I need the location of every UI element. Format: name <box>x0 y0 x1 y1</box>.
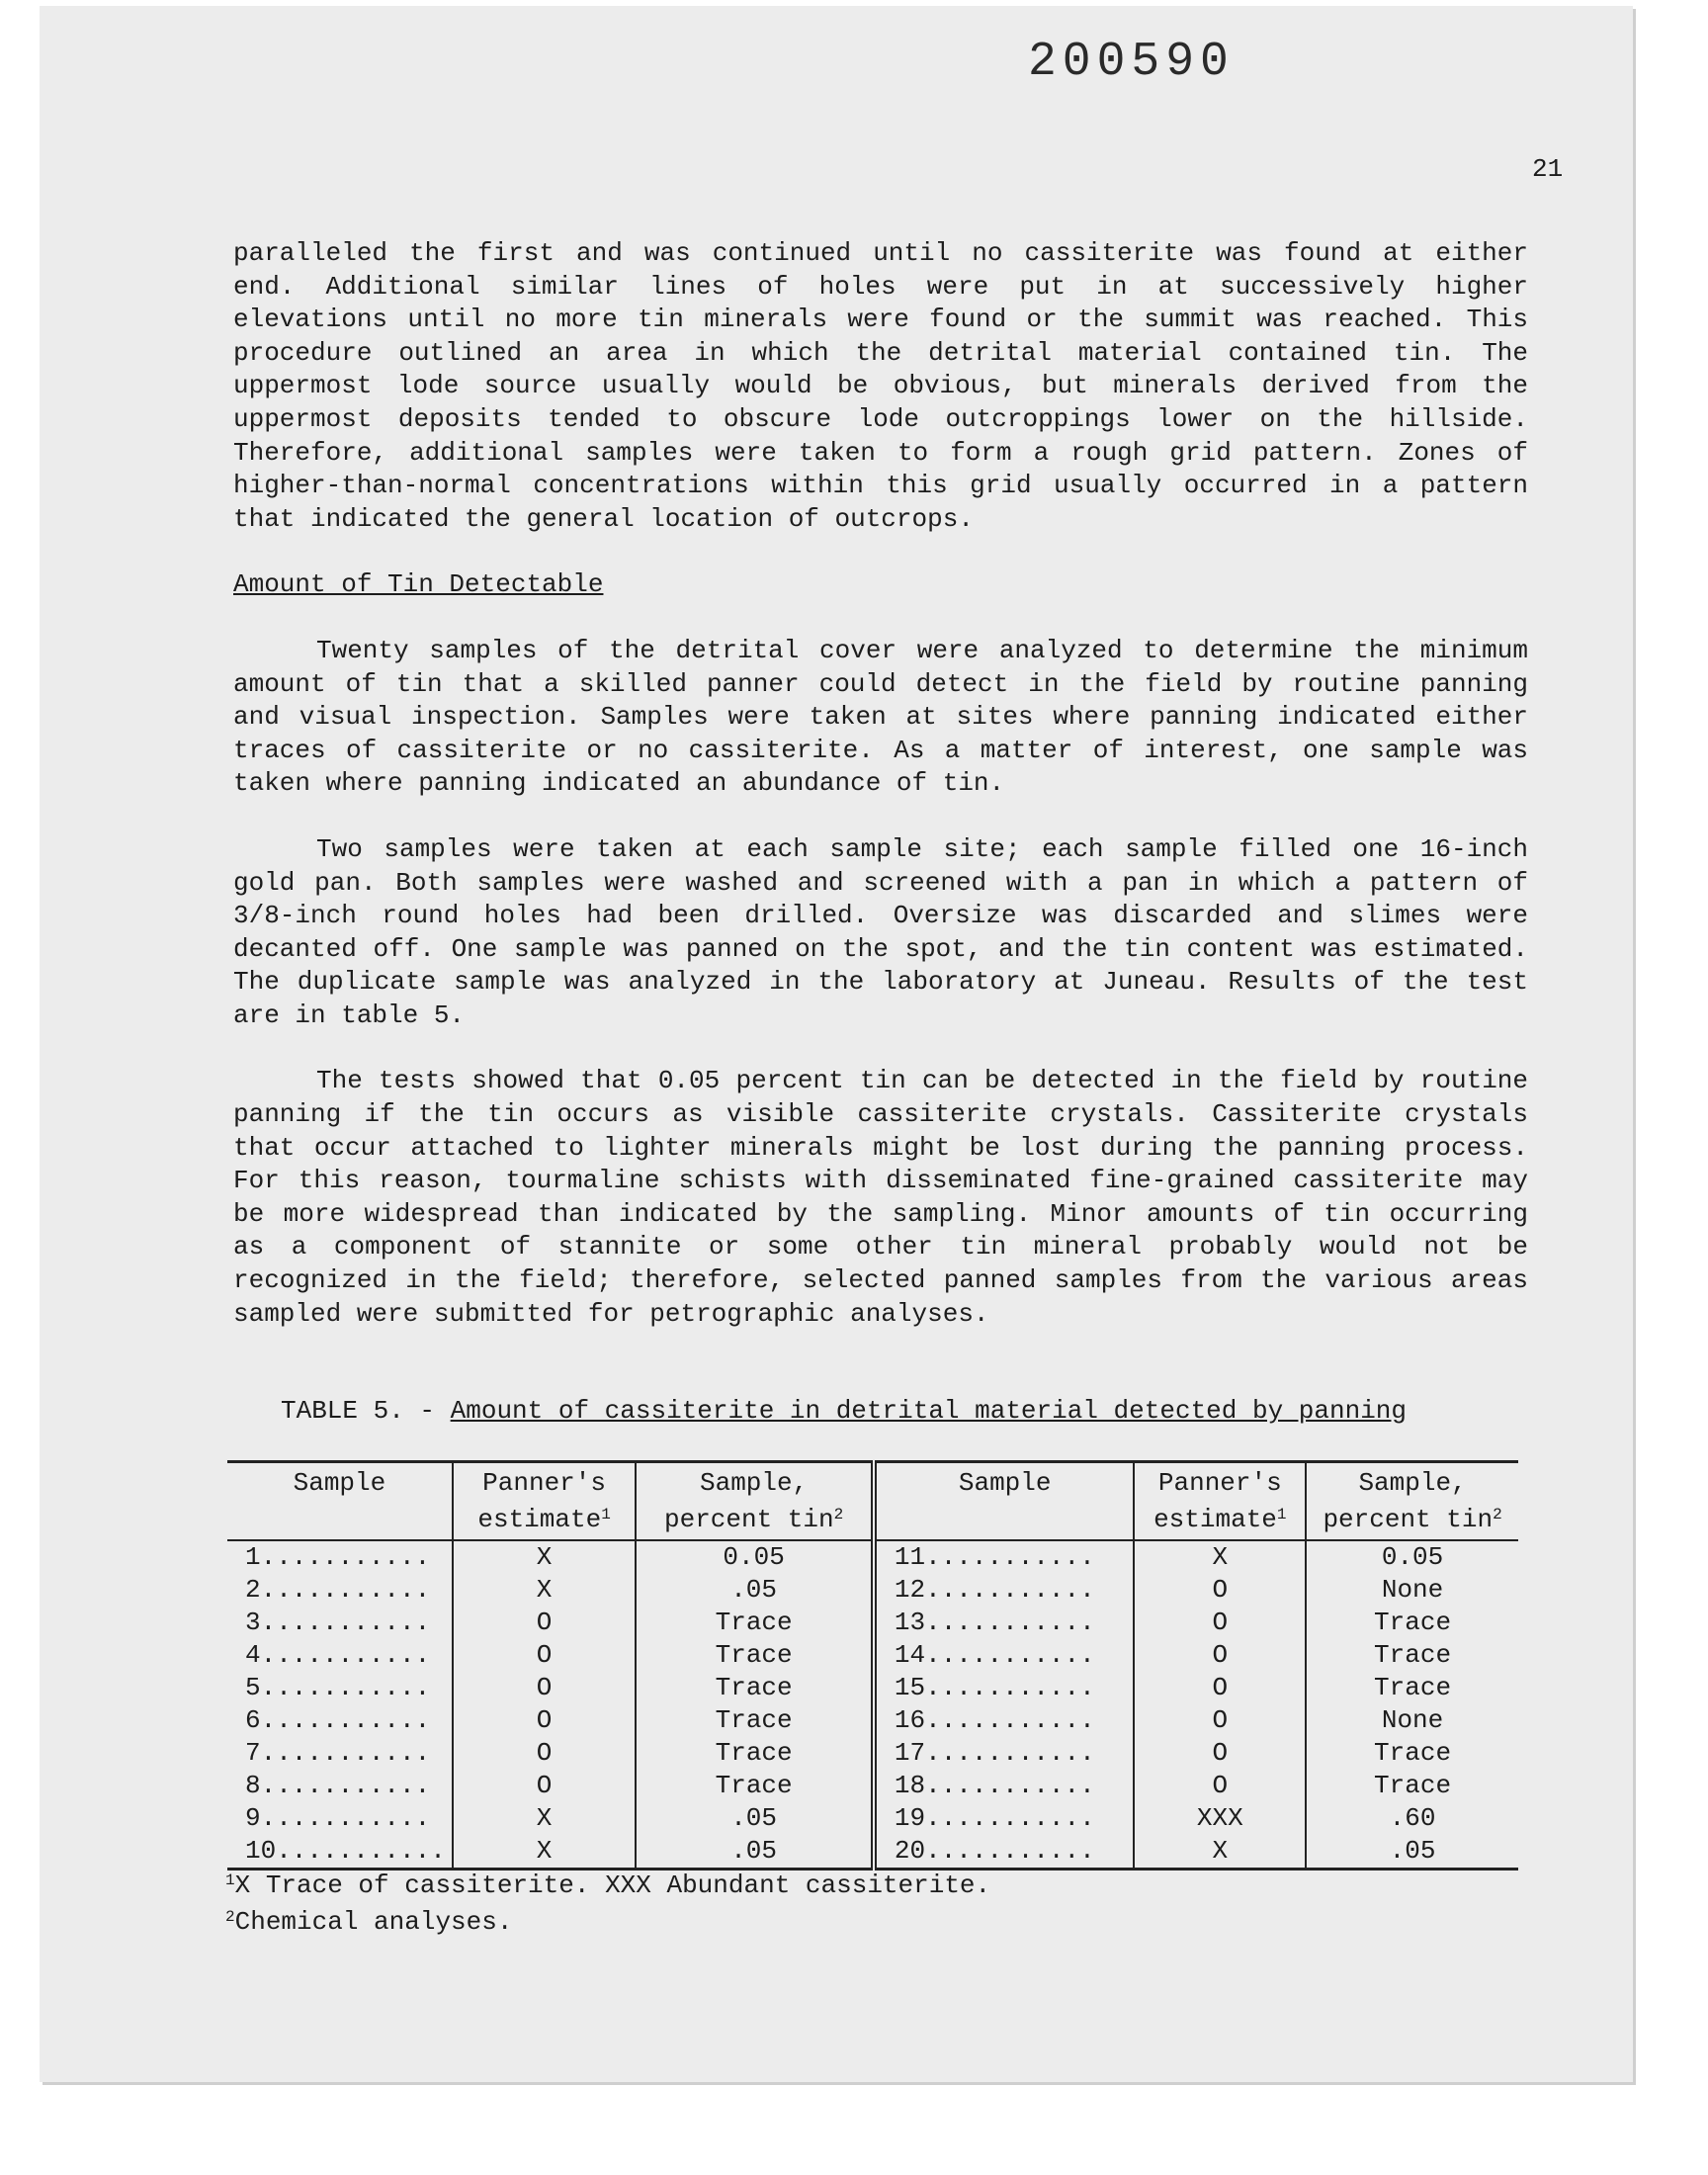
table-cell: O <box>453 1607 637 1639</box>
table-cell: O <box>1134 1737 1306 1770</box>
table-cell: 4........... <box>227 1639 453 1672</box>
table-cell: 14........... <box>874 1639 1135 1672</box>
table-cell: None <box>1381 1575 1444 1605</box>
table-cell: O <box>1134 1704 1306 1737</box>
table-cell: 1........... <box>227 1540 453 1574</box>
table-cell: 15........... <box>874 1672 1135 1704</box>
table-cell: 0.05 <box>636 1540 874 1574</box>
header-percent-tin-left: Sample, percent tin$^2$ <box>636 1462 874 1541</box>
table-cell: Trace <box>636 1770 874 1802</box>
table-row <box>227 1737 1518 1770</box>
footnote-2: $^2$Chemical analyses. <box>225 1907 513 1937</box>
table-cell: O <box>453 1737 637 1770</box>
table-cell: 2........... <box>227 1574 453 1607</box>
header-sample-left: Sample <box>227 1462 453 1541</box>
table-footnotes <box>225 1865 990 1938</box>
table-cell: O <box>1134 1574 1306 1607</box>
table-row <box>227 1607 1518 1639</box>
table-cell: 7........... <box>227 1737 453 1770</box>
table-cell: Trace <box>636 1639 874 1672</box>
table-cell: None <box>1381 1705 1444 1735</box>
table-cell: Trace <box>1374 1673 1452 1702</box>
header-percent-tin-right: Sample, percent tin$^2$ <box>1306 1462 1518 1541</box>
table-cell: O <box>1134 1672 1306 1704</box>
table-cell: Trace <box>1374 1738 1452 1768</box>
table-cell: 12........... <box>874 1574 1135 1607</box>
table-cell: Trace <box>636 1672 874 1704</box>
table-cell: .05 <box>636 1802 874 1835</box>
table-cell: 9........... <box>227 1802 453 1835</box>
table-caption <box>281 1396 1407 1426</box>
table-cell: Trace <box>636 1607 874 1639</box>
table-header-row <box>227 1462 1518 1541</box>
table-cell: 6........... <box>227 1704 453 1737</box>
table-cell: X <box>1134 1540 1306 1574</box>
paragraph-2: Twenty samples of the detrital cover were analyzed to determine the minimum amount of tin that a skilled panner could detect in the field by routine panning and visual inspection. Samples were taken at sites where panning indicated either traces of cassiterite or no cassiterite. As a matter of interest, one sample was taken where panning indicated an abundance of tin. <box>233 635 1528 799</box>
paragraph-1: paralleled the first and was continued until no cassiterite was found at either end. Additional similar lines of holes were put in at successively higher elevations until no more tin minerals were found or the summit was reached. This procedure outlined an area in which the detrital material contained tin. The uppermost lode source usually would be obvious, but minerals derived from the uppermost deposits tended to obscure lode outcroppings lower on the hillside. Therefore, additional samples were taken to form a rough grid pattern. Zones of higher-than-normal concentrations within this grid usually occurred in a pattern that indicated the general location of outcrops. <box>233 238 1528 534</box>
table-caption-prefix: TABLE 5. - <box>281 1396 451 1426</box>
table-cell: 0.05 <box>1381 1542 1444 1572</box>
footnote-1: $^1$X Trace of cassiterite. XXX Abundant cassiterite. <box>225 1870 991 1900</box>
table-cell: O <box>1134 1639 1306 1672</box>
table-cell: X <box>453 1802 637 1835</box>
table-cell: Trace <box>1374 1640 1452 1670</box>
table-cell: 16........... <box>874 1704 1135 1737</box>
section-heading: Amount of Tin Detectable <box>233 569 604 600</box>
document-stamp-number: 200590 <box>1028 36 1235 89</box>
table-cell: O <box>453 1639 637 1672</box>
table-cell: 13........... <box>874 1607 1135 1639</box>
table-cell: Trace <box>1374 1771 1452 1800</box>
page-number: 21 <box>1532 154 1564 184</box>
table-cell: X <box>453 1574 637 1607</box>
table-caption-title: Amount of cassiterite in detrital material detected by panning <box>450 1396 1407 1426</box>
table-cell: O <box>453 1672 637 1704</box>
table-cell: 20........... <box>874 1835 1135 1870</box>
table-cell: 19........... <box>874 1802 1135 1835</box>
table-cell: 8........... <box>227 1770 453 1802</box>
table-row <box>227 1639 1518 1672</box>
table-cell: O <box>1134 1770 1306 1802</box>
paragraph-3: Two samples were taken at each sample site; each sample filled one 16-inch gold pan. Both samples were washed and screened with a pan in which a pattern of 3/8-inch round holes had been drilled. Oversize was discarded and slimes were decanted off. One sample was panned on the spot, and the tin content was estimated. The duplicate sample was analyzed in the laboratory at Juneau. Results of the test are in table 5. <box>233 833 1528 1030</box>
table-cell: X <box>1134 1835 1306 1870</box>
paragraph-4: The tests showed that 0.05 percent tin can be detected in the field by routine panning if the tin occurs as visible cassiterite crystals. Cassiterite crystals that occur attached to lighter minerals might be lost during the panning process. For this reason, tourmaline schists with disseminated fine-grained cassiterite may be more widespread than indicated by the sampling. Minor amounts of tin occurring as a component of stannite or some other tin mineral probably would not be recognized in the field; therefore, selected panned samples from the various areas sampled were submitted for petrographic analyses. <box>233 1066 1528 1329</box>
table-cell: XXX <box>1134 1802 1306 1835</box>
table-cell: Trace <box>636 1704 874 1737</box>
table-row <box>227 1540 1518 1574</box>
table-cell: O <box>1134 1607 1306 1639</box>
table-cell: .05 <box>1389 1836 1436 1866</box>
header-panner-estimate-left: Panner's estimate$^1$ <box>453 1462 637 1541</box>
table-cell: 10........... <box>227 1835 453 1870</box>
body-text <box>233 237 1528 1363</box>
table-row <box>227 1802 1518 1835</box>
table-row <box>227 1770 1518 1802</box>
table-cell: 17........... <box>874 1737 1135 1770</box>
header-sample-right: Sample <box>874 1462 1135 1541</box>
table-cell: Trace <box>1374 1608 1452 1637</box>
table-cell: X <box>453 1540 637 1574</box>
table-cell: 18........... <box>874 1770 1135 1802</box>
table-cell: .60 <box>1389 1803 1436 1833</box>
table-cell: X <box>453 1835 637 1870</box>
table-row <box>227 1574 1518 1607</box>
table-cell: O <box>453 1770 637 1802</box>
table-row <box>227 1672 1518 1704</box>
table-cell: O <box>453 1704 637 1737</box>
table-row <box>227 1704 1518 1737</box>
table-cell: 3........... <box>227 1607 453 1639</box>
cassiterite-table <box>227 1460 1518 1870</box>
table-cell: 11........... <box>874 1540 1135 1574</box>
table-cell: Trace <box>636 1737 874 1770</box>
table-cell: .05 <box>636 1835 874 1870</box>
table-cell: .05 <box>636 1574 874 1607</box>
header-panner-estimate-right: Panner's estimate$^1$ <box>1134 1462 1306 1541</box>
table-cell: 5........... <box>227 1672 453 1704</box>
